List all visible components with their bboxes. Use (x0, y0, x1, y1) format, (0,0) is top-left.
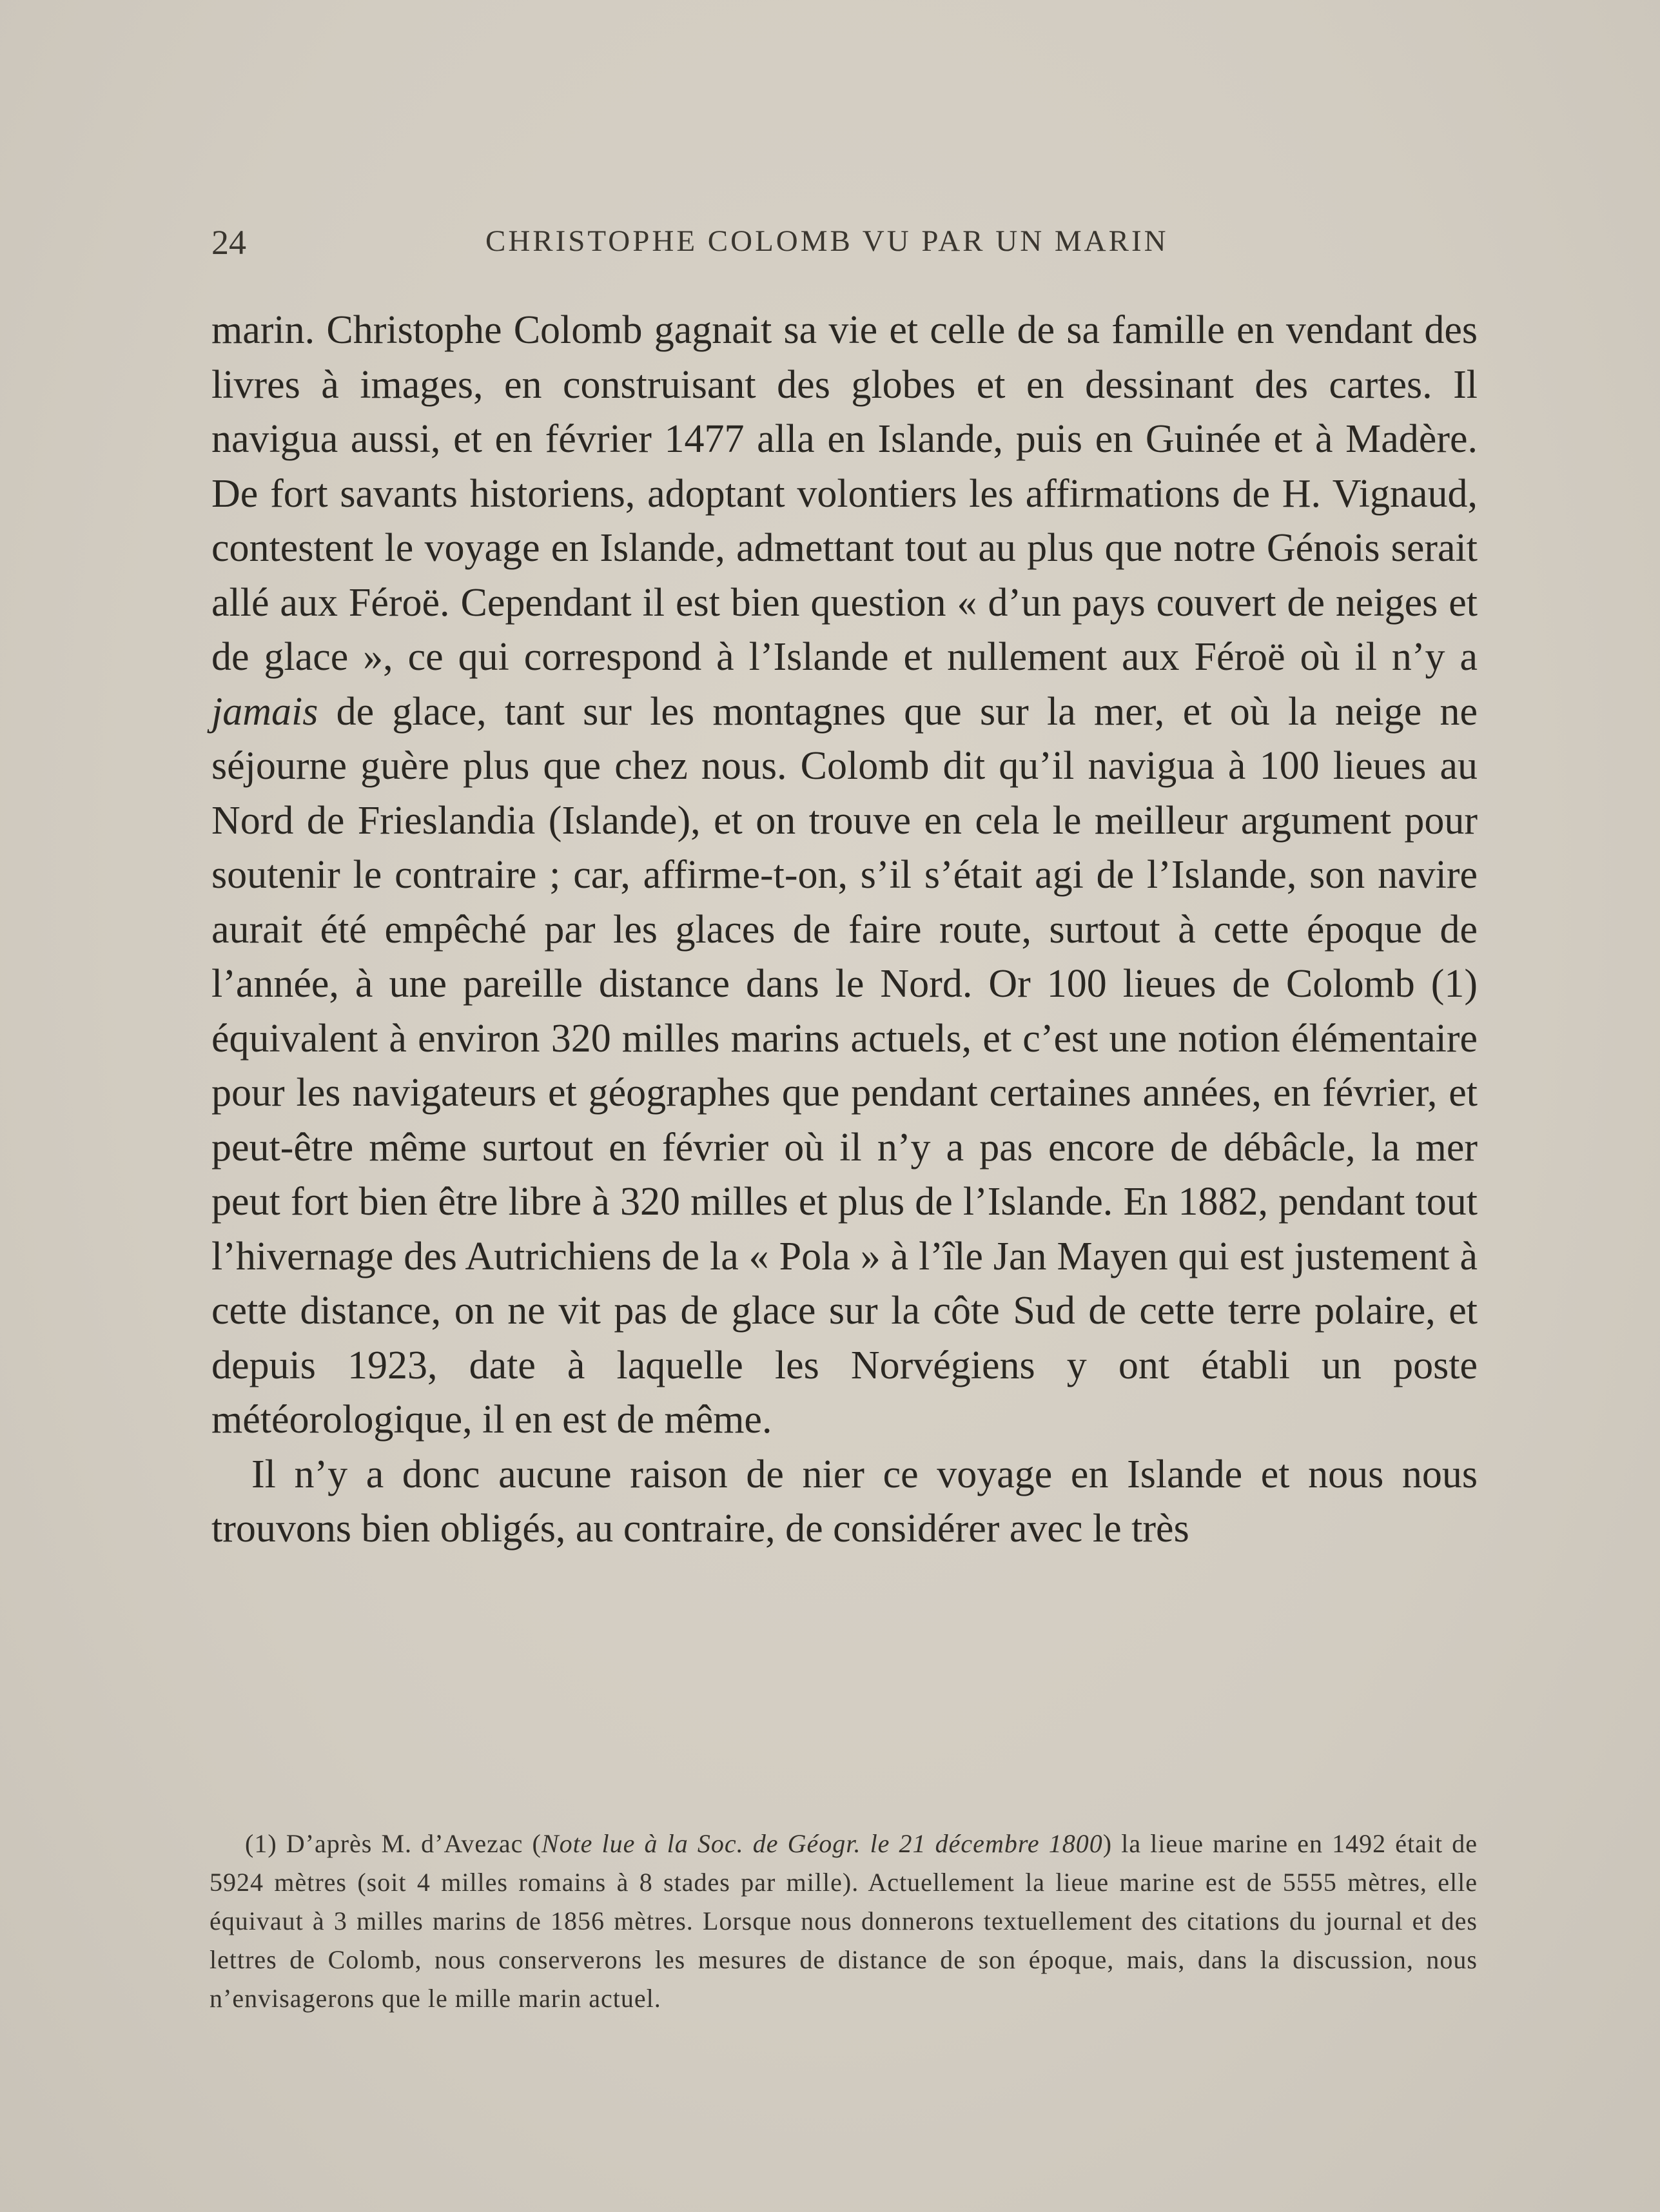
footnote-1-part-a: (1) D’après M. d’Avezac ( (245, 1829, 542, 1858)
paragraph-2: Il n’y a donc aucune raison de nier ce voyage en Islande et nous nous trouvons bien obligés, au contraire, de considérer avec le très (211, 1452, 1478, 1551)
paragraph-1-part-a: marin. Christophe Colomb gagnait sa vie et celle de sa famille en vendant des livres à images, en construisant des globes et en dessinant des cartes. Il navigua aussi, et en février 1477 alla en Islande, puis en Guinée et à Madère. De fort savants historiens, adoptant volontiers les affirmations de H. Vignaud, contestent le voyage en Islande, admettant tout au plus que notre Génois serait allé aux Féroë. Cependant il est bien question « d’un pays couvert de neiges et de glace », ce qui correspond à l’Islande et nullement aux Féroë où il n’y a (211, 308, 1478, 679)
footnote-1 (210, 1825, 1478, 2018)
running-head (211, 222, 1476, 261)
paragraph-1 (211, 303, 1478, 1447)
page-number: 24 (211, 223, 246, 262)
footnote-1-citation: Note lue à la Soc. de Géogr. le 21 décembre 1800 (541, 1829, 1103, 1858)
footnote-1-part-b: ) la lieue marine en 1492 était de 5924 mètres (soit 4 milles romains à 8 stades par mille). Actuellement la lieue marine est de 5555 mètres, elle équivaut à 3 milles marins de 1856 mètres. Lorsque nous donnerons textuellement des citations du journal et des lettres de Colomb, nous conserverons les mesures de distance de son époque, mais, dans la discussion, nous n’envisagerons que le mille marin actuel. (210, 1829, 1478, 2013)
paragraph-1-emphasis: jamais (211, 689, 318, 734)
footnotes (210, 1825, 1478, 2018)
body-text (211, 303, 1478, 1556)
running-title: CHRISTOPHE COLOMB VU PAR UN MARIN (485, 224, 1169, 258)
paragraph-1-part-b: de glace, tant sur les montagnes que sur la mer, et où la neige ne séjourne guère plus que chez nous. Colomb dit qu’il navigua à 100 lieues au Nord de Frieslandia (Islande), et on trouve en cela le meilleur argument pour soutenir le contraire ; car, affirme-t-on, s’il s’était agi de l’Islande, son navire aurait été empêché par les glaces de faire route, surtout à cette époque de l’année, à une pareille distance dans le Nord. Or 100 lieues de Colomb (1) équivalent à environ 320 milles marins actuels, et c’est une notion élémentaire pour les navigateurs et géographes que pendant certaines années, en février, et peut-être même surtout en février où il n’y a pas encore de débâcle, la mer peut fort bien être libre à 320 milles et plus de l’Islande. En 1882, pendant tout l’hivernage des Autrichiens de la « Pola » à l’île Jan Mayen qui est justement à cette distance, on ne vit pas de glace sur la côte Sud de cette terre polaire, et depuis 1923, date à laquelle les Norvégiens y ont établi un poste météorologique, il en est de même. (211, 689, 1478, 1442)
